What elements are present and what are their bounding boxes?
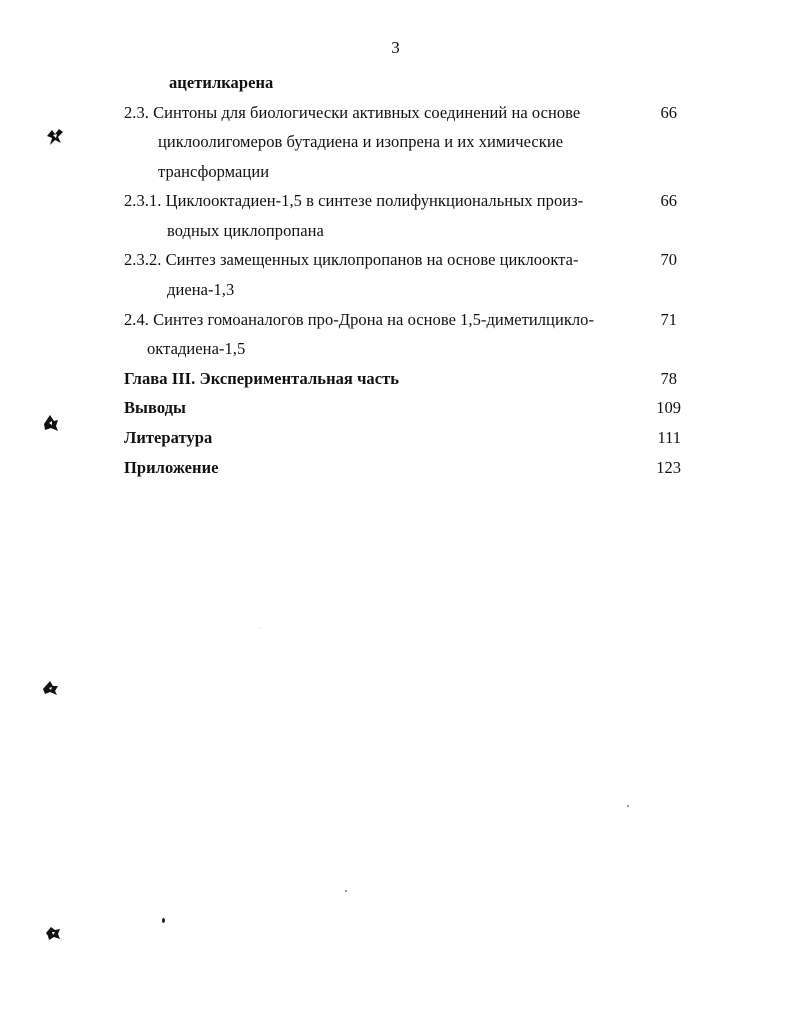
toc-entry-2-4-line-2: октадиена-1,5	[147, 339, 246, 358]
toc-continuation-line: ацетилкарена	[169, 73, 274, 92]
toc-entry-2-3-line-2: циклоолигомеров бутадиена и изопрена и их химические	[158, 132, 564, 151]
scan-speck	[260, 628, 261, 629]
toc-entry-2-3-2-page: 70	[660, 250, 677, 269]
scan-speck	[345, 890, 347, 892]
toc-entry-2-3-1-line-1: 2.3.1. Циклооктадиен-1,5 в синтезе полифункциональных произ-	[124, 191, 584, 210]
toc-entry-2-3-2-line-2: диена-1,3	[167, 280, 235, 299]
toc-conclusions-page: 109	[656, 398, 681, 417]
toc-entry-2-4-page: 71	[660, 310, 677, 329]
toc-literature-label: Литература	[124, 428, 213, 447]
toc-conclusions-label: Выводы	[124, 398, 186, 417]
toc-appendix-page: 123	[656, 458, 681, 477]
toc-entry-2-3-1-line-2: водных циклопропана	[167, 221, 324, 240]
binding-hole-mark-icon	[42, 922, 64, 944]
toc-literature-page: 111	[657, 428, 681, 447]
scan-speck	[162, 918, 165, 923]
binding-hole-mark-icon	[40, 677, 62, 699]
toc-appendix-label: Приложение	[124, 458, 219, 477]
toc-entry-2-4-line-1: 2.4. Синтез гомоаналогов про-Дрона на основе 1,5-диметилцикло-	[124, 310, 595, 329]
scan-speck	[627, 805, 629, 807]
toc-entry-2-3-1-page: 66	[660, 191, 677, 210]
toc-entry-2-3-2-line-1: 2.3.2. Синтез замещенных циклопропанов на основе циклоокта-	[124, 250, 579, 269]
binding-hole-mark-icon	[44, 126, 66, 148]
toc-entry-2-3-line-3: трансформации	[158, 162, 270, 181]
toc-entry-2-3-page: 66	[660, 103, 677, 122]
toc-entry-2-3-line-1: 2.3. Синтоны для биологически активных соединений на основе	[124, 103, 581, 122]
toc-chapter-3-page: 78	[660, 369, 677, 388]
toc-chapter-3-label: Глава III. Экспериментальная часть	[124, 369, 400, 388]
binding-hole-mark-icon	[40, 412, 62, 434]
page-number: 3	[391, 38, 400, 57]
